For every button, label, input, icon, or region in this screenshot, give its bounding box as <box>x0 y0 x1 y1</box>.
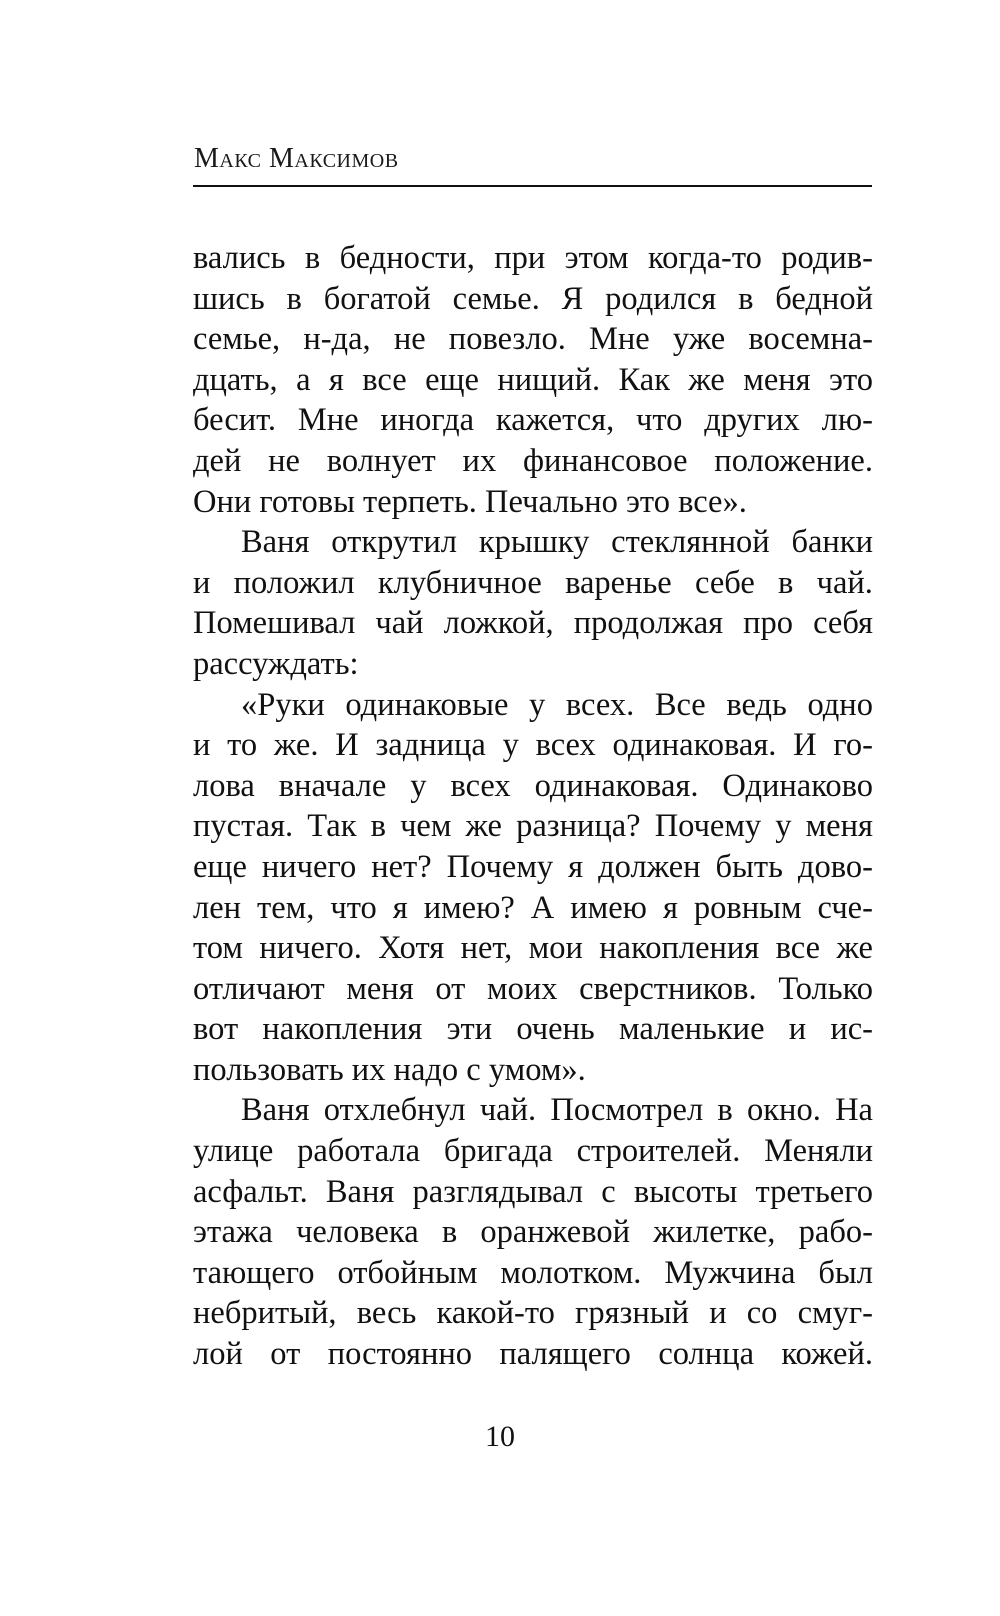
text-line: рассуждать: <box>193 645 359 682</box>
text-line: и то же. И задница у всех одинаковая. И го- <box>193 727 873 764</box>
text-line: вались в бедности, при этом когда-то родив- <box>193 240 873 276</box>
text-line: том ничего. Хотя нет, мои накопления все же <box>193 930 873 967</box>
text-line: небритый, весь какой-то грязный и со смуг- <box>193 1295 873 1332</box>
text-line: «Руки одинаковые у всех. Все ведь одно <box>241 686 873 723</box>
text-line: лой от постоянно палящего солнца кожей. <box>193 1336 873 1373</box>
text-line: лова вначале у всех одинаковая. Одинаково <box>193 767 873 804</box>
text-line: еще ничего нет? Почему я должен быть дово- <box>193 848 873 885</box>
text-line: отличают меня от моих сверстников. Только <box>193 970 873 1007</box>
body-text <box>193 238 873 1375</box>
text-line: улице работала бригада строителей. Меняли <box>193 1133 873 1170</box>
text-line: пустая. Так в чем же разница? Почему у меня <box>193 808 873 845</box>
text-line: Помешивал чай ложкой, продолжая про себя <box>193 605 873 642</box>
text-line: дей не волнует их финансовое положение. <box>193 442 873 479</box>
text-line: Они готовы терпеть. Печально это все». <box>193 483 747 520</box>
text-line: асфальт. Ваня разглядывал с высоты третьего <box>193 1173 873 1210</box>
header-rule <box>193 185 872 187</box>
text-line: шись в богатой семье. Я родился в бедной <box>193 280 873 317</box>
text-line: Ваня открутил крышку стеклянной банки <box>241 524 873 561</box>
text-line: вот накопления эти очень маленькие и ис- <box>193 1011 873 1048</box>
text-line: пользовать их надо с умом». <box>193 1051 586 1088</box>
text-line: семье, н-да, не повезло. Мне уже восемна- <box>193 321 873 358</box>
text-line: Ваня отхлебнул чай. Посмотрел в окно. На <box>241 1092 873 1129</box>
text-line: дцать, а я все еще нищий. Как же меня это <box>193 361 873 398</box>
text-line: бесит. Мне иногда кажется, что других лю- <box>193 402 873 439</box>
page-number: 10 <box>485 1420 515 1453</box>
text-line: лен тем, что я имею? А имею я ровным сче- <box>193 889 873 926</box>
text-line: и положил клубничное варенье себе в чай. <box>193 564 873 601</box>
running-head-author: Макс Максимов <box>194 143 399 174</box>
text-line: тающего отбойным молотком. Мужчина был <box>193 1254 873 1291</box>
text-line: этажа человека в оранжевой жилетке, рабо- <box>193 1214 873 1251</box>
